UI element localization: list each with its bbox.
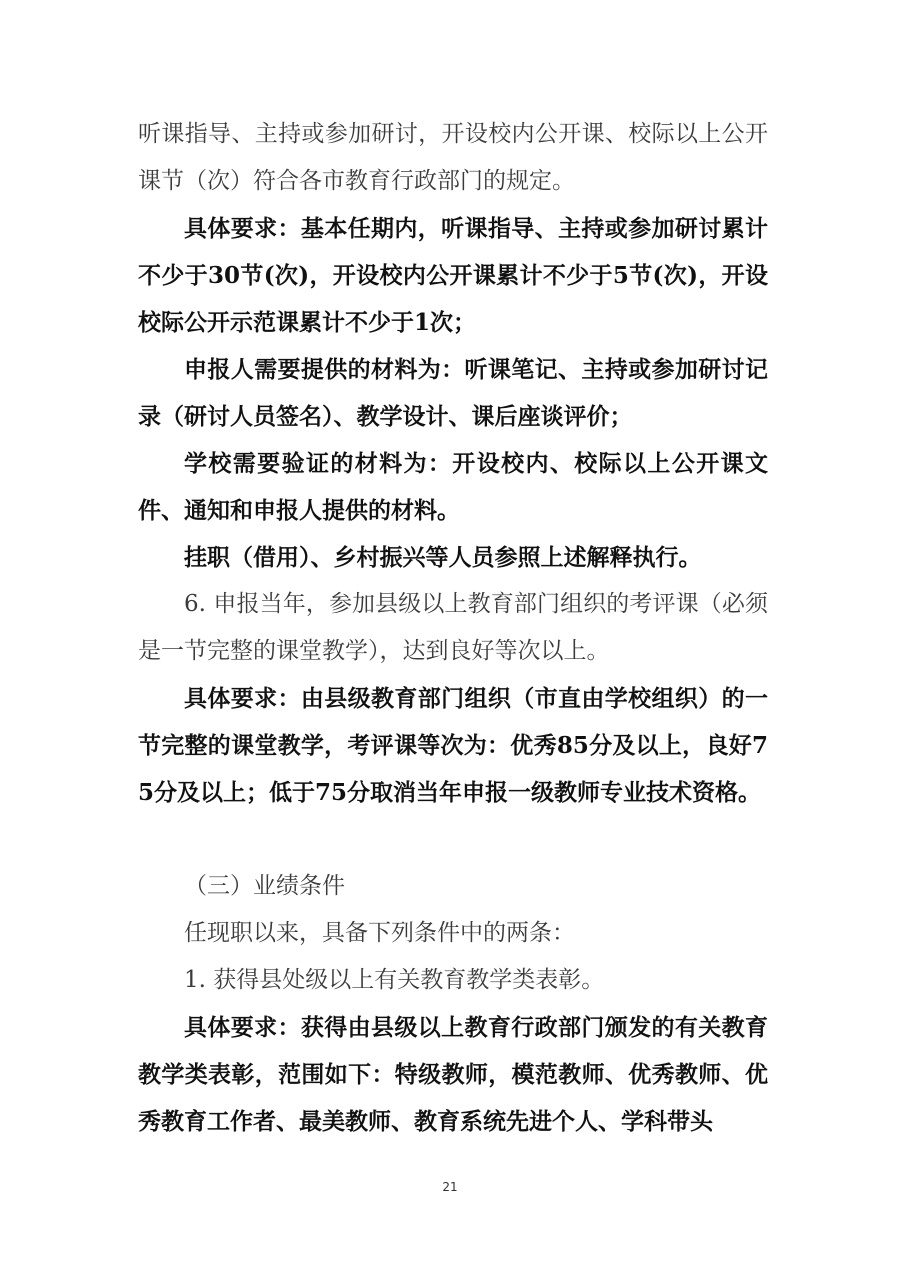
paragraph-conditions-intro: 任现职以来，具备下列条件中的两条： [184,920,575,946]
paragraph-requirement-awards: 具体要求：获得由县级以上教育行政部门颁发的有关教育教学类表彰，范围如下：特级教师，模范教师、优秀教师、优秀教育工作者、最美教师、教育系统先进个人、学科带头 [138,1014,768,1135]
paragraph-applicant-materials: 申报人需要提供的材料为：听课笔记、主持或参加研讨记录（研讨人员签名）、教学设计、课后座谈评价； [138,356,768,430]
paragraph-secondment-note: 挂职（借用）、乡村振兴等人员参照上述解释执行。 [184,544,702,571]
paragraph-requirement-lectures: 具体要求：基本任期内，听课指导、主持或参加研讨累计不少于30节(次)，开设校内公开课累计不少于5节(次)，开设校际公开示范课累计不少于1次； [138,215,768,336]
paragraph-item-6: 6. 申报当年，参加县级以上教育部门组织的考评课（必须是一节完整的课堂教学），达到良好等次以上。 [138,591,768,664]
paragraph-requirement-evaluation: 具体要求：由县级教育部门组织（市直由学校组织）的一节完整的课堂教学，考评课等次为：优秀85分及以上，良好75分及以上；低于75分取消当年申报一级教师专业技术资格。 [138,685,768,806]
section-heading-performance: （三）业绩条件 [184,873,345,899]
paragraph-item-1: 1. 获得县处级以上有关教育教学类表彰。 [184,967,605,993]
paragraph-continuation: 听课指导、主持或参加研讨，开设校内公开课、校际以上公开课节（次）符合各市教育行政部门的规定。 [138,121,768,194]
paragraph-school-verification: 学校需要验证的材料为：开设校内、校际以上公开课文件、通知和申报人提供的材料。 [138,450,768,524]
page-number: 21 [442,1180,458,1194]
